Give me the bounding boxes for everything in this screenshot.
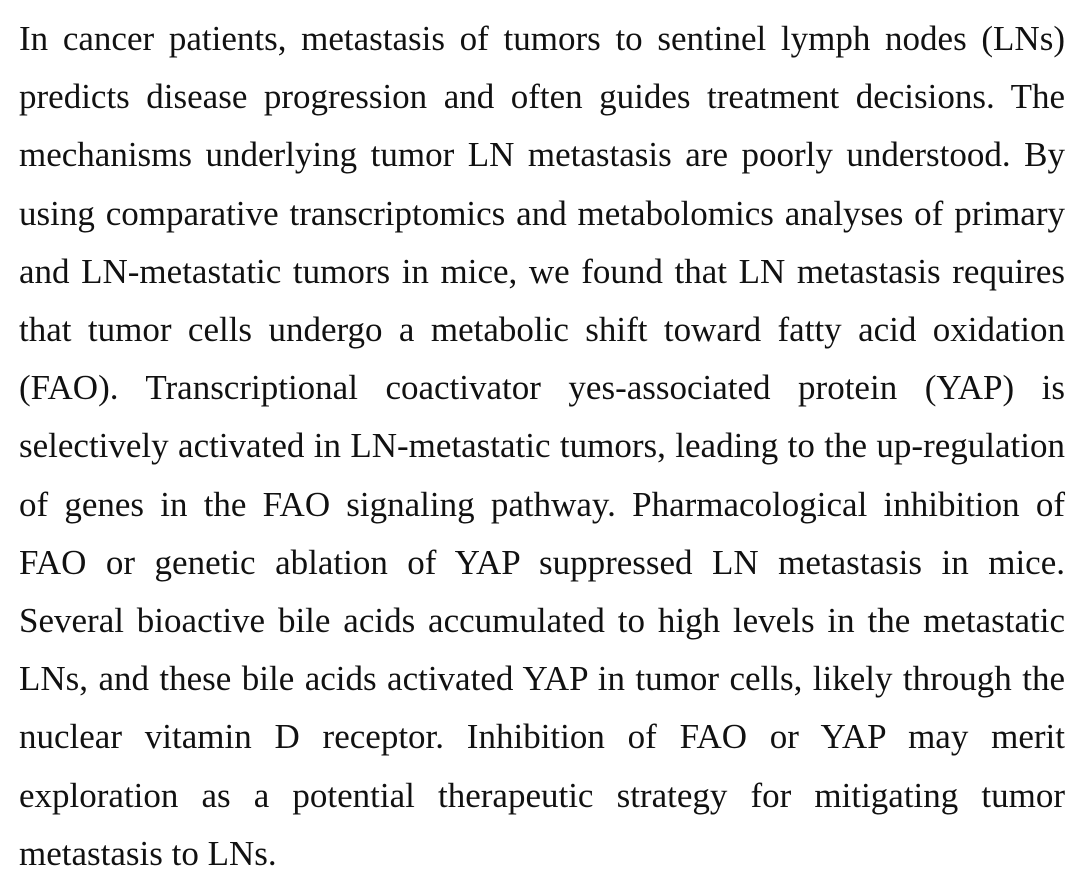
abstract-paragraph: In cancer patients, metastasis of tumors to sentinel lymph nodes (LNs) predicts disease progression and often guides treatment decisions. The mechanisms underlying tumor LN metastasis are poorly understood. By using comparative transcriptomics and metabolomics analyses of primary and LN-metastatic tumors in mice, we found that LN metastasis requires that tumor cells undergo a metabolic shift toward fatty acid oxidation (FAO). Transcriptional coactivator yes-associated protein (YAP) is selectively activated in LN-metastatic tumors, leading to the up-regulation of genes in the FAO signaling pathway. Pharmacological inhibition of FAO or genetic ablation of YAP suppressed LN metastasis in mice. Several bioactive bile acids accumulated to high levels in the metastatic LNs, and these bile acids activated YAP in tumor cells, likely through the nuclear vitamin D receptor. Inhibition of FAO or YAP may merit exploration as a potential therapeutic strategy for mitigating tumor metastasis to LNs. [19,19,1065,873]
